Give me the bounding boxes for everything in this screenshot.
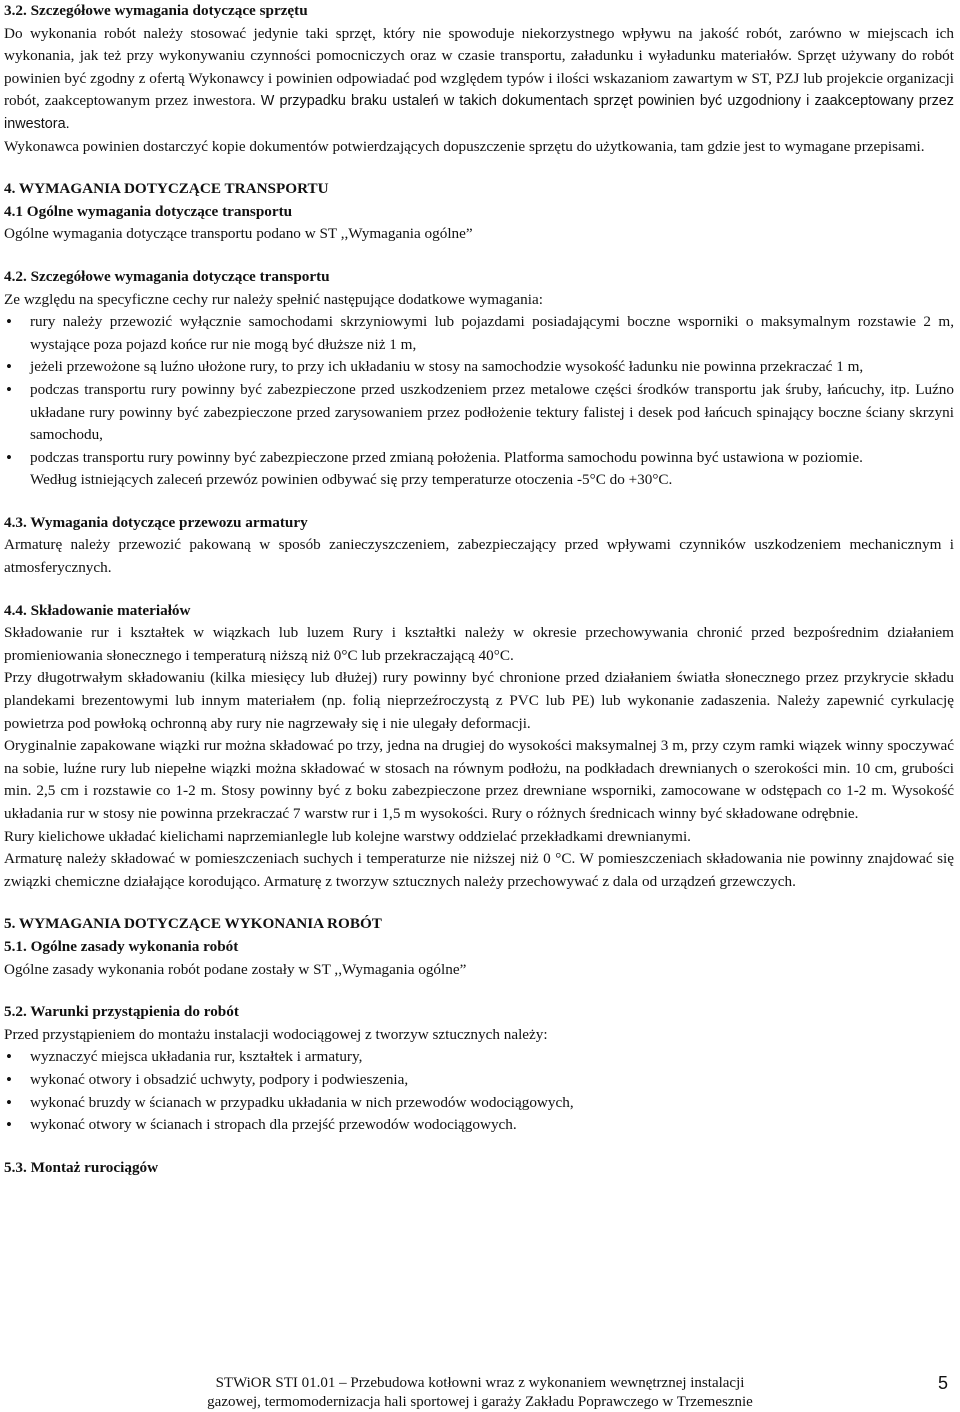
list-item: • podczas transportu rury powinny być zabezpieczone przed uszkodzeniem przez metalowe części środków transportu jak śruby, łańcuchy, itp. Luźno układane rury powinny być zabezpieczone przed zarysowaniem przez podłożenie tektury falistej i desek pod łańcuch spinający boczne ściany skrzyni samochodu, bbox=[4, 379, 954, 447]
section-3-2-paragraph-1 bbox=[4, 23, 954, 136]
document-body bbox=[4, 0, 954, 1179]
text-span: Do wykonania robót należy stosować jedynie taki sprzęt, który nie spowoduje niekorzystnego wpływu na jakość robót, zarówno w miejscach ich wykonania, jak też przy wykonywaniu czynności pomocniczych oraz w czasie transportu, załadunku i wyładunku materiałów. bbox=[4, 24, 954, 65]
list-item: • wykonać bruzdy w ścianach w przypadku układania w nich przewodów wodociągowych, bbox=[4, 1092, 954, 1115]
section-4-1-heading: 4.1 Ogólne wymagania dotyczące transportu bbox=[4, 202, 293, 220]
text-span: Sprzęt używany do robót powinien być zgodny z ofertą Wykonawcy i powinien odpowiadać pod względem typów i ilości wskazaniom zawartym w ST, PZJ lub projekcie organizacji robót, zaakceptowanym przez inwestora. bbox=[4, 47, 955, 110]
section-4-3-heading: 4.3. Wymagania dotyczące przewozu armatury bbox=[4, 513, 308, 531]
section-4-3-text: Armaturę należy przewozić pakowaną w sposób zanieczyszczeniem, zabezpieczający przed wpływami czynników uszkodzeniem mechanicznym i atmosferycznych. bbox=[4, 536, 954, 577]
section-5-3-heading: 5.3. Montaż rurociągów bbox=[4, 1158, 159, 1176]
section-4-2-heading: 4.2. Szczegółowe wymagania dotyczące transportu bbox=[4, 267, 330, 285]
list-item: • wyznaczyć miejsca układania rur, kształtek i armatury, bbox=[4, 1046, 954, 1069]
list-item: • podczas transportu rury powinny być zabezpieczone przed zmianą położenia. Platforma samochodu powinna być ustawiona w poziomie. bbox=[4, 447, 954, 470]
list-item: • wykonać otwory w ścianach i stropach dla przejść przewodów wodociągowych. bbox=[4, 1114, 954, 1137]
section-4-4-paragraph-2: Przy długotrwałym składowaniu (kilka miesięcy lub dłużej) rury powinny być chronione przed działaniem światła słonecznego przez przykrycie składu plandekami brezentowymi lub innym materiałem (np. folią nieprzeźroczystą z PVC lub PE) lub wykonanie zadaszenia. Należy zapewnić cyrkulację powietrza pod powłoką ochronną aby rury nie nagrzewały się i nie ulegały deformacji. bbox=[4, 669, 954, 732]
section-5-2-intro: Przed przystąpieniem do montażu instalacji wodociągowej z tworzyw sztucznych należy: bbox=[4, 1025, 548, 1043]
section-4-2-intro: Ze względu na specyficzne cechy rur należy spełnić następujące dodatkowe wymagania: bbox=[4, 290, 543, 308]
section-3-2-heading: 3.2. Szczegółowe wymagania dotyczące sprzętu bbox=[4, 2, 308, 19]
section-4-4-paragraph-4: Rury kielichowe układać kielichami naprzemianlegle lub kolejne warstwy oddzielać przekładkami drewnianymi. bbox=[4, 827, 691, 845]
section-5-heading: 5. WYMAGANIA DOTYCZĄCE WYKONANIA ROBÓT bbox=[4, 915, 382, 933]
text-span: W przypadku braku ustaleń w takich dokumentach sprzęt powinien być uzgodniony i zaakceptowany przez inwestora. bbox=[4, 93, 955, 132]
section-3-2-paragraph-2: Wykonawca powinien dostarczyć kopie dokumentów potwierdzających dopuszczenie sprzętu do użytkowania, tam gdzie jest to wymagane przepisami. bbox=[4, 137, 925, 155]
transport-temperature-note: Według istniejących zaleceń przewóz powinien odbywać się przy temperaturze otoczenia -5°C do +30°C. bbox=[30, 471, 673, 489]
section-5-1-text: Ogólne zasady wykonania robót podane zostały w ST ,,Wymagania ogólne” bbox=[4, 960, 467, 978]
section-5-1-heading: 5.1. Ogólne zasady wykonania robót bbox=[4, 937, 239, 955]
section-4-1-text: Ogólne wymagania dotyczące transportu podano w ST ,,Wymagania ogólne” bbox=[4, 225, 473, 243]
list-item: • jeżeli przewożone są luźno ułożone rury, to przy ich układaniu w stosy na samochodzie wysokość ładunku nie powinna przekraczać 1 m, bbox=[4, 356, 954, 379]
footer-line-2: gazowej, termomodernizacja hali sportowej i garaży Zakładu Poprawczego w Trzemesznie bbox=[207, 1394, 753, 1410]
page-footer bbox=[160, 1374, 800, 1412]
list-item: • wykonać otwory i obsadzić uchwyty, podpory i podwieszenia, bbox=[4, 1069, 954, 1092]
footer-line-1: STWiOR STI 01.01 – Przebudowa kotłowni wraz z wykonaniem wewnętrznej instalacji bbox=[215, 1375, 745, 1391]
section-4-4-paragraph-3: Oryginalnie zapakowane wiązki rur można składować po trzy, jedna na drugiej do wysokości maksymalnej 3 m, przy czym ramki wiązek winny spoczywać na sobie, luźne rury lub niepełne wiązki można składować w stosach na równym podłożu, na podkładach drewnianych o szerokości min. 10 cm, grubości min. 2,5 cm i rozstawie co 1-2 m. Stosy powinny być z boku zabezpieczone przez drewniane wsporniki, zamocowane w odstępach co 1-2 m. Wysokość układania rur w stosy nie powinna przekraczać 7 warstw rur i 1,5 m wysokości. Rury o różnych średnicach winny być składowane odrębnie. bbox=[4, 737, 954, 822]
page-number: 5 bbox=[937, 1373, 948, 1393]
section-4-4-heading: 4.4. Składowanie materiałów bbox=[4, 601, 191, 619]
list-item: • rury należy przewozić wyłącznie samochodami skrzyniowymi lub pojazdami posiadającymi boczne wsporniki o maksymalnym rozstawie 2 m, wystające poza pojazd końce rur nie mogą być dłuższe niż 1 m, bbox=[4, 311, 954, 356]
section-4-4-paragraph-1: Składowanie rur i kształtek w wiązkach lub luzem Rury i kształtki należy w okresie przechowywania chronić przed bezpośrednim działaniem promieniowania słonecznego i temperaturą niższą niż 0°C lub przekraczającą 40°C. bbox=[4, 624, 954, 664]
transport-requirements-list bbox=[4, 311, 954, 469]
section-4-4-paragraph-5: Armaturę należy składować w pomieszczeniach suchych i temperaturze nie niższej niż 0 °C. W pomieszczeniach składowania nie powinny znajdować się związki chemiczne działające korodująco. Armaturę z tworzyw sztucznych należy przechowywać z dala od urządzeń grzewczych. bbox=[4, 850, 954, 890]
preparation-list bbox=[4, 1046, 954, 1136]
section-4-heading: 4. WYMAGANIA DOTYCZĄCE TRANSPORTU bbox=[4, 180, 329, 198]
section-5-2-heading: 5.2. Warunki przystąpienia do robót bbox=[4, 1003, 239, 1021]
